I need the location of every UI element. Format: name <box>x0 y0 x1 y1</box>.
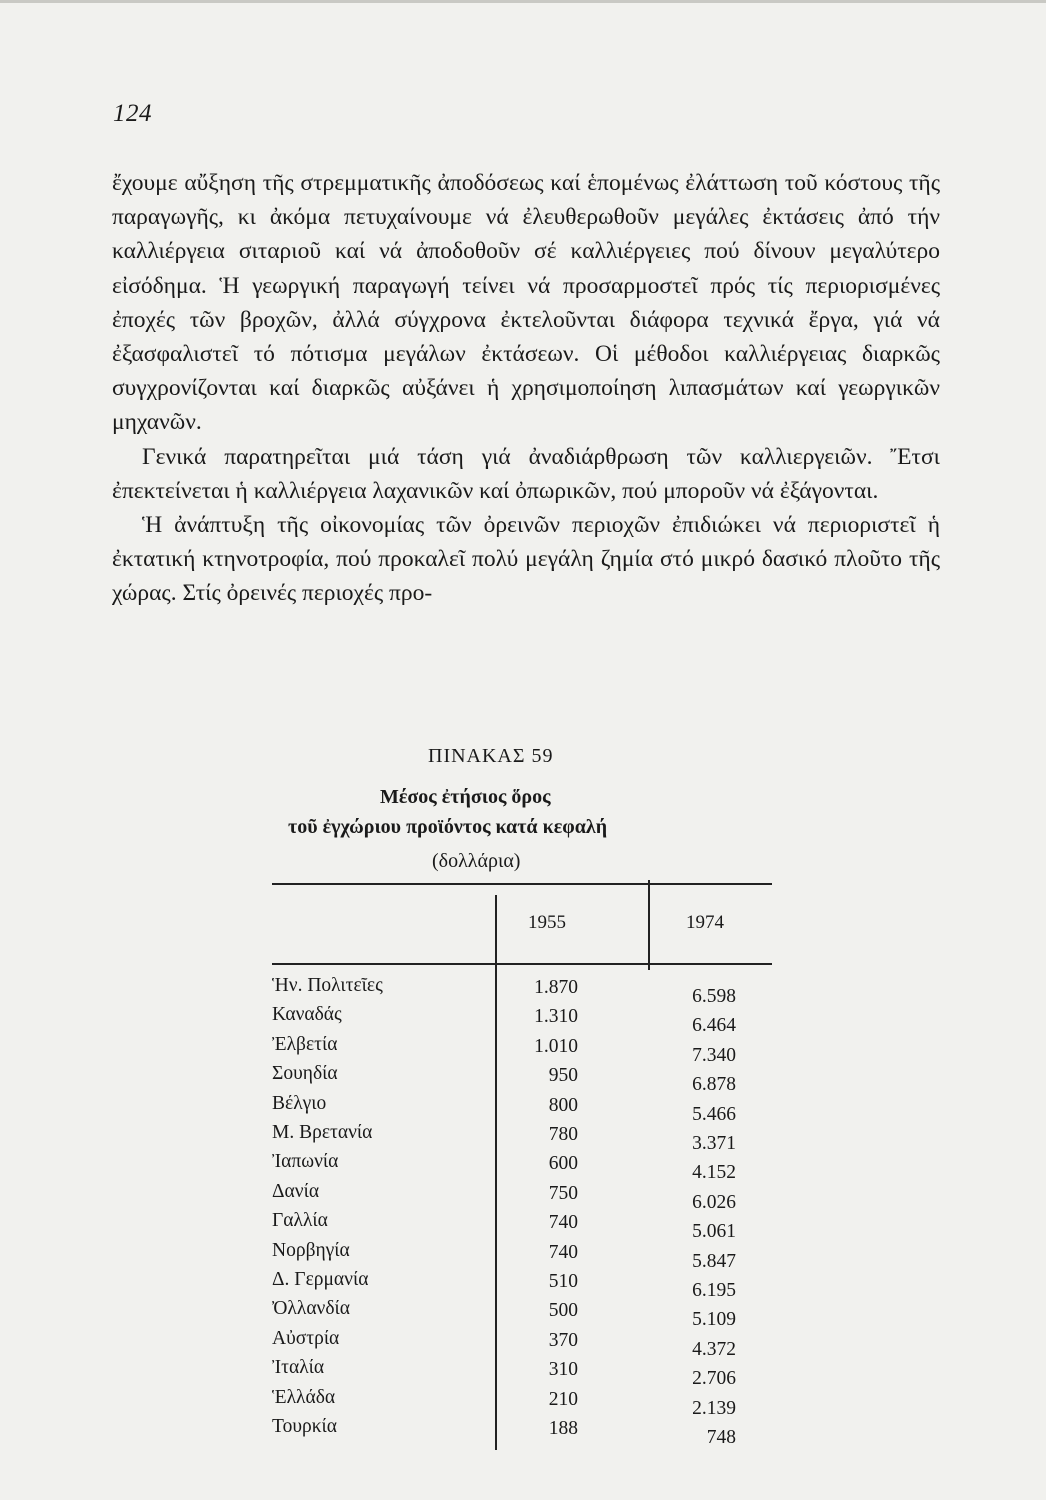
table-row-value-1974: 5.847 <box>692 1250 736 1272</box>
body-text <box>112 166 940 611</box>
table-row-country: Ὀλλανδία <box>272 1298 351 1320</box>
table-row-value-1955: 500 <box>548 1300 578 1322</box>
table-row-value-1974: 6.026 <box>692 1191 736 1213</box>
table-row-value-1955: 950 <box>548 1065 578 1087</box>
table-row-country: Ἡν. Πολιτεῖες <box>272 975 383 996</box>
table-row-value-1955: 800 <box>548 1094 578 1116</box>
table-row-country: Δανία <box>272 1180 320 1202</box>
paragraph-1: ἔχουμε αὔξηση τῆς στρεμματικῆς ἀποδόσεως καί ἑπομένως ἐλάττωση τοῦ κόστους τῆς παραγωγῆς, κι ἀκόμα πετυχαίνουμε νά ἐλευθερωθοῦν μεγάλες ἐκτάσεις ἀπό τήν καλλιέργεια σιταριοῦ καί νά ἀποδοθοῦν σέ καλλιέργειες πού δίνουν μεγαλύτερο εἰσόδημα. Ἡ γεωργική παραγωγή τείνει νά προσαρμοστεῖ πρός τίς περιορισμένες ἐποχές τῶν βροχῶν, ἀλλά σύγχρονα ἐκτελοῦνται διάφορα τεχνικά ἔργα, γιά νά ἐξασφαλιστεῖ τό πότισμα μεγάλων ἐκτάσεων. Οἱ μέθοδοι καλλιέργειας διαρκῶς συγχρονίζονται καί διαρκῶς αὐξάνει ἡ χρησιμοποίηση λιπασμάτων καί γεωργικῶν μηχανῶν. <box>112 170 940 436</box>
table-row-value-1955: 1.870 <box>534 977 578 998</box>
table-row-value-1955: 740 <box>548 1241 578 1263</box>
table-row-value-1955: 510 <box>548 1271 578 1292</box>
table-number: ΠΙΝΑΚΑΣ 59 <box>428 745 554 767</box>
column-header-1974: 1974 <box>686 912 724 933</box>
table-top-rule <box>272 883 772 885</box>
table-row-value-1955: 1.010 <box>534 1035 578 1057</box>
table-title-line1: Μέσος ἐτήσιος ὅρος <box>380 786 551 808</box>
table-row-value-1974: 2.706 <box>692 1368 736 1390</box>
table-row-value-1974: 6.464 <box>692 1015 736 1037</box>
table-row-value-1974: 2.139 <box>692 1397 736 1419</box>
table-header-rule <box>272 963 772 965</box>
table-row-country: Ἰταλία <box>272 1357 325 1379</box>
table-row-value-1955: 740 <box>548 1212 578 1234</box>
table-row-country: Ἰαπωνία <box>272 1151 339 1173</box>
table-row-country: Καναδάς <box>272 1004 342 1026</box>
table-row-value-1974: 5.466 <box>692 1103 736 1125</box>
table-row-country: Γαλλία <box>272 1210 328 1232</box>
table-row-country: Βέλγιο <box>272 1092 327 1114</box>
table-row-country: Αὐστρία <box>272 1327 340 1349</box>
table-vertical-rule-1 <box>495 895 497 1450</box>
table-row-value-1974: 4.372 <box>692 1338 736 1360</box>
table-row-value-1974: 6.598 <box>692 986 736 1007</box>
table-row-value-1955: 370 <box>548 1329 578 1351</box>
table-row-value-1974: 3.371 <box>692 1133 736 1154</box>
table-row-value-1955: 188 <box>548 1418 578 1439</box>
page-number: 124 <box>113 100 152 127</box>
table-row-country: Ἐλβετία <box>272 1033 338 1055</box>
table-row-value-1974: 6.195 <box>692 1280 736 1301</box>
paragraph-3: Ἡ ἀνάπτυξη τῆς οἰκονομίας τῶν ὀρεινῶν περιοχῶν ἐπιδιώκει νά περιοριστεῖ ἡ ἐκτατική κτηνοτροφία, πού προκαλεῖ πολύ μεγάλη ζημία στό μικρό δασικό πλοῦτο τῆς χώρας. Στίς ὀρεινές περιοχές προ- <box>112 512 940 607</box>
table-row-value-1955: 210 <box>548 1388 578 1410</box>
table-row-country: Ἑλλάδα <box>272 1386 336 1408</box>
table-row-value-1955: 600 <box>548 1153 578 1175</box>
table-row-value-1974: 4.152 <box>692 1162 736 1184</box>
table-row-value-1955: 780 <box>548 1124 578 1145</box>
table-row-country: Σουηδία <box>272 1063 338 1085</box>
table-row-country: Νορβηγία <box>272 1239 350 1261</box>
table-row-value-1974: 6.878 <box>692 1074 736 1096</box>
paragraph-2: Γενικά παρατηρεῖται μιά τάση γιά ἀναδιάρθρωση τῶν καλλιεργειῶν. Ἔτσι ἐπεκτείνεται ἡ καλλιέργεια λαχανικῶν καί ὀπωρικῶν, πού μποροῦν νά ἐξάγονται. <box>112 443 940 504</box>
table-row-value-1955: 750 <box>548 1182 578 1204</box>
table-row-value-1974: 748 <box>706 1427 736 1448</box>
table-row-country: Τουρκία <box>272 1416 337 1437</box>
column-header-1955: 1955 <box>528 912 566 933</box>
table-row-country: Μ. Βρετανία <box>272 1122 373 1143</box>
table-row-value-1974: 7.340 <box>692 1044 736 1066</box>
table-row-country: Δ. Γερμανία <box>272 1269 369 1290</box>
page-top-edge <box>0 0 1046 3</box>
table-title-line3: (δολλάρια) <box>432 850 521 872</box>
table-row-value-1955: 310 <box>548 1359 578 1381</box>
table-vertical-rule-2 <box>648 880 650 970</box>
table-row-value-1974: 5.109 <box>692 1309 736 1331</box>
table-title-line2: τοῦ ἐγχώριου προϊόντος κατά κεφαλή <box>288 816 608 838</box>
table-row-value-1955: 1.310 <box>534 1006 578 1028</box>
table-row-value-1974: 5.061 <box>692 1221 736 1243</box>
